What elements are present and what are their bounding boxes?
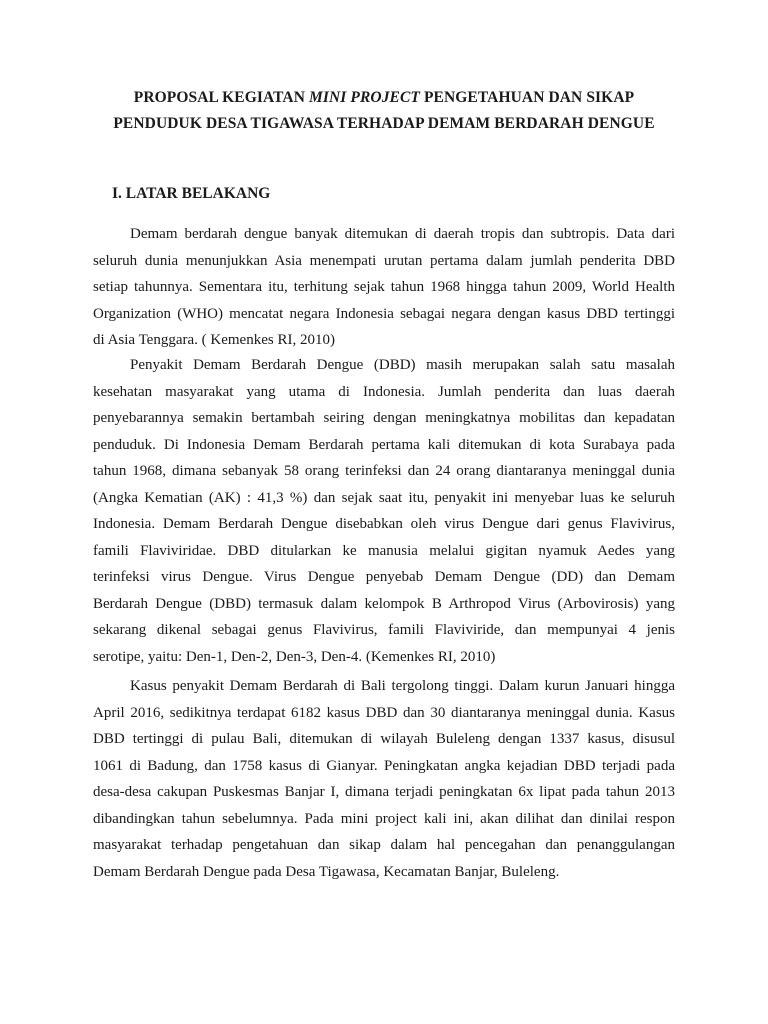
paragraph-line: Demam Berdarah Dengue pada Desa Tigawasa, Kecamatan Banjar, Buleleng. (93, 863, 560, 880)
paragraph-line: tahun 1968, dimana sebanyak 58 orang terinfeksi dan 24 orang diantaranya meninggal dunia (93, 463, 675, 479)
paragraph-line: Kasus penyakit Demam Berdarah di Bali tergolong tinggi. Dalam kurun Januari hingga (130, 678, 675, 694)
paragraph-line: serotipe, yaitu: Den-1, Den-2, Den-3, Den-4. (Kemenkes RI, 2010) (93, 648, 496, 665)
paragraph-3 (93, 673, 675, 885)
title-line-1 (80, 85, 688, 111)
paragraph-line: masyarakat terhadap pengetahuan dan sikap dalam hal pencegahan dan penanggulangan (93, 837, 675, 853)
paragraph-line: DBD tertinggi di pulau Bali, ditemukan di wilayah Buleleng dengan 1337 kasus, disusul (93, 731, 675, 747)
paragraph-line: Berdarah Dengue (DBD) termasuk dalam kelompok B Arthropod Virus (Arbovirosis) yang (93, 595, 675, 612)
paragraph-line: di Asia Tenggara. ( Kemenkes RI, 2010) (93, 332, 335, 348)
title-line-1-start: PROPOSAL KEGIATAN (133, 89, 309, 106)
paragraph-1 (93, 221, 675, 354)
paragraph-line: April 2016, sedikitnya terdapat 6182 kasus DBD dan 30 diantaranya meninggal dunia. Kasus (93, 704, 675, 721)
title-line-2: PENDUDUK DESA TIGAWASA TERHADAP DEMAM BERDARAH DENGUE (113, 115, 655, 132)
paragraph-line: sekarang dikenal sebagai genus Flavivirus, famili Flaviviride, dan mempunyai 4 jenis (93, 622, 675, 638)
paragraph-line: Penyakit Demam Berdarah Dengue (DBD) masih merupakan salah satu masalah (130, 357, 675, 373)
paragraph-line: famili Flaviviridae. DBD ditularkan ke manusia melalui gigitan nyamuk Aedes yang (93, 542, 675, 559)
paragraph-line: dibandingkan tahun sebelumnya. Pada mini project kali ini, akan dilihat dan dinilai respon (93, 810, 675, 827)
title-line-1-end: PENGETAHUAN DAN SIKAP (420, 89, 635, 106)
paragraph-line: kesehatan masyarakat yang utama di Indonesia. Jumlah penderita dan luas daerah (93, 383, 675, 400)
paragraph-line: 1061 di Badung, dan 1758 kasus di Gianyar. Peningkatan angka kejadian DBD terjadi pada (93, 757, 675, 774)
document-title (80, 85, 688, 137)
paragraph-2 (93, 352, 675, 670)
paragraph-line: Indonesia. Demam Berdarah Dengue disebabkan oleh virus Dengue dari genus Flavivirus, (93, 516, 675, 532)
paragraph-line: penduduk. Di Indonesia Demam Berdarah pertama kali ditemukan di kota Surabaya pada (93, 436, 675, 453)
paragraph-line: penyebarannya semakin bertambah seiring dengan meningkatnya mobilitas dan kepadatan (93, 410, 675, 426)
section-heading: I. LATAR BELAKANG (112, 185, 271, 202)
paragraph-line: Demam berdarah dengue banyak ditemukan di daerah tropis dan subtropis. Data dari (130, 226, 675, 242)
paragraph-line: setiap tahunnya. Sementara itu, terhitung sejak tahun 1968 hingga tahun 2009, World Health (93, 279, 675, 295)
paragraph-line: desa-desa cakupan Puskesmas Banjar I, dimana terjadi peningkatan 6x lipat pada tahun 2013 (93, 784, 675, 800)
paragraph-line: Organization (WHO) mencatat negara Indonesia sebagai negara dengan kasus DBD tertinggi (93, 305, 675, 322)
paragraph-line: terinfeksi virus Dengue. Virus Dengue penyebab Demam Dengue (DD) dan Demam (93, 569, 675, 585)
title-italic-mini-project: MINI PROJECT (308, 89, 420, 106)
paragraph-line: (Angka Kematian (AK) : 41,3 %) dan sejak saat itu, penyakit ini menyebar luas ke seluruh (93, 489, 675, 506)
paragraph-line: seluruh dunia menunjukkan Asia menempati urutan pertama dalam jumlah penderita DBD (93, 252, 675, 269)
